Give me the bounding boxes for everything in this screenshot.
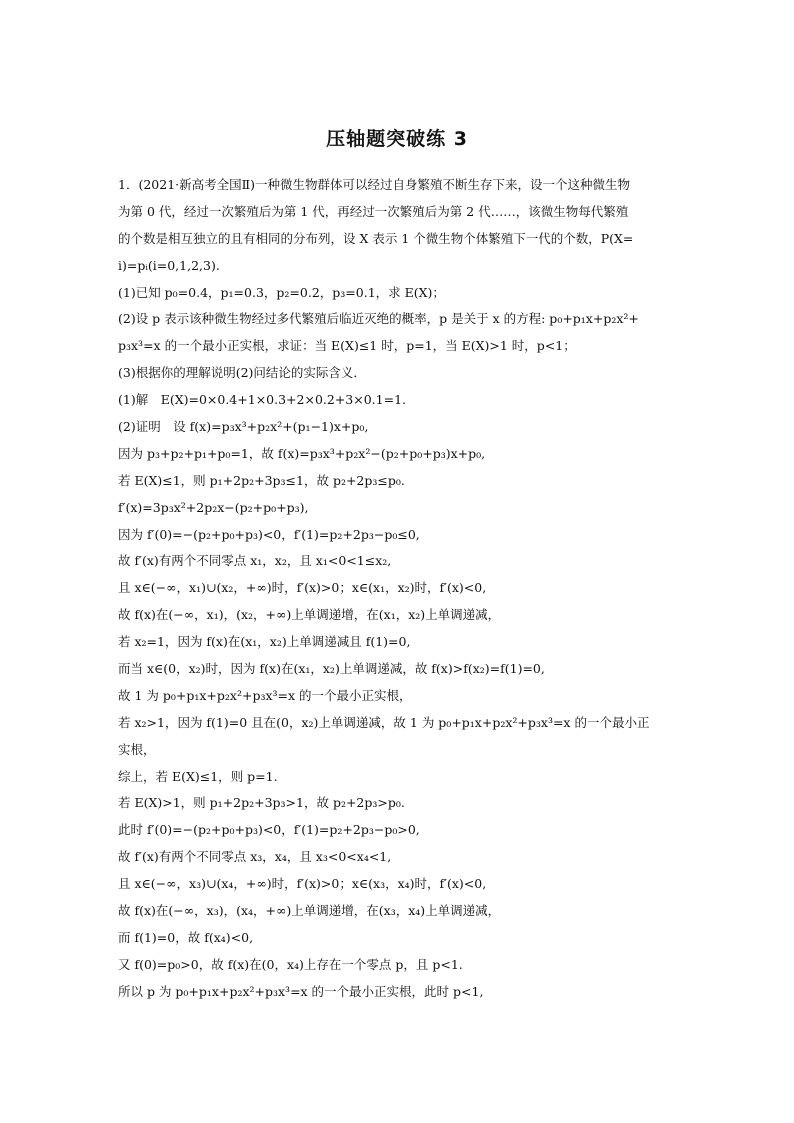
- text-line: 故 f′(x)有两个不同零点 x₃，x₄，且 x₃<0<x₄<1,: [118, 849, 392, 865]
- text-line: (3)根据你的理解说明(2)问结论的实际含义．: [118, 365, 366, 381]
- text-line: 因为 p₃+p₂+p₁+p₀=1，故 f(x)=p₃x³+p₂x²−(p₂+p₀+p₃)x+p₀,: [118, 445, 486, 461]
- text-line: (1)解 E(X)=0×0.4+1×0.3+2×0.2+3×0.1=1.: [118, 392, 407, 408]
- text-line: 而 f(1)=0，故 f(x₄)<0,: [118, 929, 254, 945]
- text-line: 且 x∈(−∞，x₃)∪(x₄，+∞)时，f′(x)>0；x∈(x₃，x₄)时，f′(x)<0,: [118, 876, 487, 892]
- text-line: i)=pᵢ(i=0,1,2,3).: [118, 257, 220, 273]
- text-line: 因为 f′(0)=−(p₂+p₀+p₃)<0，f′(1)=p₂+2p₃−p₀≤0,: [118, 526, 420, 542]
- text-line: 所以 p 为 p₀+p₁x+p₂x²+p₃x³=x 的一个最小正实根，此时 p<1,: [118, 983, 484, 999]
- text-line: 又 f(0)=p₀>0，故 f(x)在(0，x₄)上存在一个零点 p，且 p<1.: [118, 956, 463, 972]
- text-line: 综上，若 E(X)≤1，则 p=1.: [118, 768, 278, 784]
- text-line: p₃x³=x 的一个最小正实根，求证：当 E(X)≤1 时，p=1，当 E(X)>1 时，p<1；: [118, 338, 576, 354]
- text-line: 1．(2021·新高考全国Ⅱ)一种微生物群体可以经过自身繁殖不断生存下来，设一个这种微生物: [118, 177, 630, 192]
- text-line: (1)已知 p₀=0.4，p₁=0.3，p₂=0.2，p₃=0.1，求 E(X)；: [118, 284, 445, 300]
- text-line: 故 f(x)在(−∞，x₃)，(x₄，+∞)上单调递增，在(x₃，x₄)上单调递减，: [118, 903, 501, 919]
- document-body: [118, 172, 683, 1006]
- text-line: 若 E(X)>1，则 p₁+2p₂+3p₃>1，故 p₂+2p₃>p₀.: [118, 795, 405, 811]
- text-line: 故 f(x)在(−∞，x₁)，(x₂，+∞)上单调递增，在(x₁，x₂)上单调递减，: [118, 607, 501, 623]
- text-line: 若 E(X)≤1，则 p₁+2p₂+3p₃≤1，故 p₂+2p₃≤p₀.: [118, 472, 405, 488]
- text-line: 且 x∈(−∞，x₁)∪(x₂，+∞)时，f′(x)>0；x∈(x₁，x₂)时，f′(x)<0,: [118, 580, 487, 596]
- text-line: 若 x₂=1，因为 f(x)在(x₁，x₂)上单调递减且 f(1)=0,: [118, 634, 411, 650]
- text-line: 此时 f′(0)=−(p₂+p₀+p₃)<0，f′(1)=p₂+2p₃−p₀>0,: [118, 822, 420, 838]
- text-line: (2)证明 设 f(x)=p₃x³+p₂x²+(p₁−1)x+p₀,: [118, 419, 369, 435]
- page-title: 压轴题突破练 3: [326, 128, 468, 150]
- text-line: (2)设 p 表示该种微生物经过多代繁殖后临近灭绝的概率，p 是关于 x 的方程: p₀+p₁x+p₂x²+: [118, 311, 639, 327]
- text-line: 故 f′(x)有两个不同零点 x₁，x₂，且 x₁<0<1≤x₂,: [118, 553, 392, 569]
- text-line: 的个数是相互独立的且有相同的分布列，设 X 表示 1 个微生物个体繁殖下一代的个数，P(X=: [118, 230, 634, 246]
- text-line: 若 x₂>1，因为 f(1)=0 且在(0，x₂)上单调递减，故 1 为 p₀+p₁x+p₂x²+p₃x³=x 的一个最小正: [118, 714, 650, 730]
- text-line: 故 1 为 p₀+p₁x+p₂x²+p₃x³=x 的一个最小正实根，: [118, 687, 412, 703]
- text-line: 而当 x∈(0，x₂)时，因为 f(x)在(x₁，x₂)上单调递减，故 f(x)>f(x₂)=f(1)=0,: [118, 661, 545, 677]
- text-line: 实根，: [118, 741, 156, 757]
- text-line: 为第 0 代，经过一次繁殖后为第 1 代，再经过一次繁殖后为第 2 代……，该微生物每代繁殖: [118, 203, 629, 219]
- text-line: f′(x)=3p₃x²+2p₂x−(p₂+p₀+p₃),: [118, 499, 309, 515]
